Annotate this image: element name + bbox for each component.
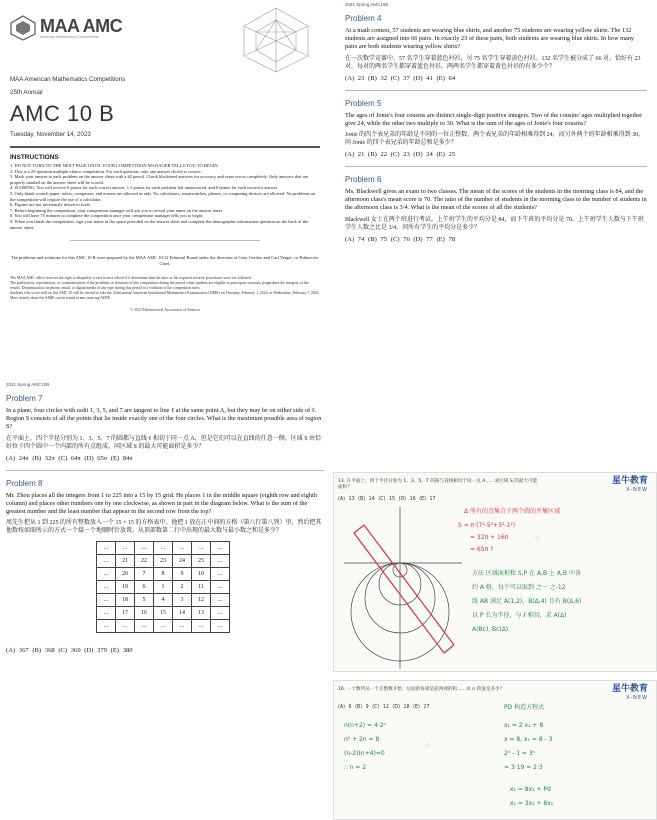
- grid-cell: 3: [173, 594, 192, 607]
- solution-notes-panel: [333, 380, 657, 820]
- grid-row: [97, 555, 230, 568]
- divider: [70, 240, 260, 241]
- grid-cell: 23: [154, 555, 173, 568]
- grid-cell: 25: [192, 555, 211, 568]
- handwriting-line: 约 A 格，每个可以取到 之一 之-12: [472, 584, 566, 591]
- watermark: ✕: [361, 571, 375, 586]
- divider: [6, 470, 324, 471]
- page-header: 2021 Spring AMC10B: [345, 2, 389, 7]
- problem-text-cn: 在平面上，四个半径分别为 1、3、5、7 的圆都与直线 ℓ 相切于同一点 A，但是它们可以在直线的任意一侧。区域 S 由恰好位于四个圆中一个内部的所有点组成。问区域 S 的最大可能面积是多少？: [6, 435, 322, 450]
- grid-cell: ...: [211, 555, 230, 568]
- grid-cell: 2: [173, 581, 192, 594]
- problem-block: [345, 99, 647, 158]
- circles-diagram: [334, 503, 464, 673]
- handwriting-line: A(Bc), Bc(Δ): [472, 626, 509, 633]
- maa-logo-icon: [10, 15, 36, 41]
- problem-text: In a plane, four circles with radii 1, 3, 5, and 7 are tangent to line ℓ at the same point A, but they may be on either side of ℓ. Region S consists of all the points that lie inside exactly one of the four circles. What is the maximum possible area of region S?: [6, 407, 322, 431]
- handwriting-line: 以 P 长为半径，与 ℓ 相切，求 A(Δ): [472, 612, 567, 619]
- annual-label: 25th Annual: [10, 89, 43, 96]
- grid-cell: 8: [154, 568, 173, 581]
- grid-row: [97, 607, 230, 620]
- grid-cell: 18: [116, 594, 135, 607]
- printed-question: 13. 在平面上，四个半径分别为 1、3、5、7 的圆与直线相切于同一点 A……求区域 S 的最大可能面积？: [338, 479, 538, 491]
- instruction-item: 2. This is a 25-question multiple-choice competition. For each question, only one answer choice is correct.: [10, 168, 202, 174]
- answer-options: (A) 74 (B) 75 (C) 76 (D) 77 (E) 78: [345, 235, 456, 243]
- grid-cell: 20: [116, 568, 135, 581]
- problem-title: Problem 7: [6, 394, 43, 403]
- grid-cell: ...: [97, 620, 116, 633]
- problem-block: [6, 394, 324, 462]
- handwriting-line: = 65π ?: [470, 546, 494, 553]
- problem-block: [345, 175, 647, 243]
- grid-cell: ...: [135, 542, 154, 555]
- problem-title: Problem 8: [6, 478, 43, 488]
- grid-cell: ...: [211, 607, 230, 620]
- problem-title: Problem 6: [345, 175, 382, 185]
- handwriting-line: S = π·(7²-5²+3²-1²): [458, 522, 516, 529]
- instruction-item: 9. When you finish the competition, sign your name in the space provided on the answer sheet and complete the demographic information question on the back of the answer sheet.: [10, 218, 309, 230]
- fine-print-item: Students who score well on this AMC 10 will be invited to take the 42nd annual American Invitational Mathematics Examination (AIME) on Thursday, February 1, 2024, or Wednesday, February 7, 2024. More details about the AIME can be found at amc.maa.org/AIME.: [10, 290, 320, 300]
- instruction-item: 5. Only blank scratch paper, rulers, compasses, and erasers are allowed as aids. No calculators, smartwatches, phones, or computing devices are allowed. No problems on the competition will require the use of a calculator.: [10, 190, 316, 202]
- contest-date: Tuesday, November 14, 2023: [10, 131, 91, 138]
- grid-cell: 7: [135, 568, 154, 581]
- problem-text-cn: Blackwell 女士在两个班进行考试。上午班学生的平均分是 84，而下午班的平均分是 70。上午班学生人数与下午班学生人数之比是 3/4。问所有学生的平均分是多少？: [345, 216, 644, 231]
- grid-row: [97, 581, 230, 594]
- problem-text-cn: Jonie 的四个表兄弟的年龄是不同的一位正整数。两个表兄弟的年龄相乘得到 24，而另外两个的年龄相乘得到 30。问 Jonie 的四个表兄弟的年龄总和是多少？: [345, 132, 645, 147]
- instructions-list: [10, 163, 320, 230]
- divider: [10, 146, 320, 148]
- handwriting-line: PD 构造方程式: [504, 704, 545, 711]
- grid-cell: ...: [97, 542, 116, 555]
- grid-cell: ...: [135, 620, 154, 633]
- grid-cell: 21: [116, 555, 135, 568]
- instruction-item: 8. You will have 75 minutes to complete the competition once your competition manager tells you to begin.: [10, 213, 204, 219]
- fine-print-item: The MAA AMC office reserves the right to disqualify scores from a school if it determines that the rules or the required security procedures were not followed.: [10, 276, 252, 281]
- grid-cell: 1: [154, 581, 173, 594]
- brand-name-en: X-NEW: [626, 487, 648, 493]
- problem-text: At a math contest, 57 students are wearing blue shirts, and another 75 students are wearing yellow shirts. The 132 students are assigned into 66 pairs. In exactly 23 of these pairs, both students are wearing blue shirts. In how many pairs are both students wearing yellow shirts?: [345, 27, 635, 51]
- problem-text: Ms. Blackwell gives an exam to two classes. The mean of the scores of the students in the morning class is 84, and the afternoon class's mean score is 70. The ratio of the number of students in the morning class to the number of students in the afternoon class is 3/4. What is the mean of the scores of all the students?: [345, 188, 647, 212]
- watermark: ✕: [421, 739, 435, 754]
- problems-7-8-page: [0, 380, 330, 820]
- handwriting-line: x₁ = 8x₁ + Pd: [510, 786, 551, 793]
- answer-options: (A) 23 (B) 32 (C) 37 (D) 41 (E) 64: [345, 74, 456, 82]
- grid-cell: 4: [154, 594, 173, 607]
- grid-cell: ...: [192, 542, 211, 555]
- grid-cell: ...: [116, 542, 135, 555]
- fine-print: [10, 276, 320, 300]
- handwriting-line: x₂ = 3x₁ + 8x₁: [510, 800, 554, 807]
- grid-cell: ...: [211, 568, 230, 581]
- instruction-item: 4. SCORING: You will receive 6 points for each correct answer, 1.5 points for each problem left unanswered, and 0 points for each incorrect answer.: [10, 185, 278, 191]
- brand-logo: [612, 685, 648, 703]
- grid-cell: 6: [135, 581, 154, 594]
- contest-title: AMC 10 B: [10, 101, 115, 126]
- solution-note: [333, 680, 657, 820]
- grid-cell: 16: [135, 607, 154, 620]
- problems-4-6-page: [333, 0, 657, 378]
- answer-options: (A) 24π (B) 32π (C) 64π (D) 65π (E) 84π: [6, 454, 133, 462]
- grid-cell: 22: [135, 555, 154, 568]
- handwriting-line: ∴ n = 2: [344, 764, 367, 771]
- watermark: ✕: [531, 531, 545, 546]
- grid-cell: 11: [192, 581, 211, 594]
- handwriting-line: (n-2)(n+4)=0: [344, 750, 385, 757]
- handwriting-line: n² + 2n = 8: [344, 736, 380, 743]
- grid-cell: 15: [154, 607, 173, 620]
- instruction-item: 1. DO NOT TURN TO THE NEXT PAGE UNTIL YOUR COMPETITION MANAGER TELLS YOU TO BEGIN.: [10, 163, 219, 168]
- grid-cell: 24: [173, 555, 192, 568]
- problem-text: The ages of Jonie's four cousins are distinct single-digit positive integers. Two of the cousins' ages multiplied together give 24, while the other two multiply to 30. What is the sum of the ages of Jonie's four cousins?: [345, 111, 643, 127]
- handwriting-line: 2ⁿ - 1 = 3ⁿ: [504, 750, 536, 757]
- instruction-item: 3. Mark your answer to each problem on the answer sheet with a #2 pencil. Check blackened answers for accuracy and erase errors completely. Only answers that are properly marked on the answer sheet will be scored.: [10, 174, 309, 185]
- brand-name: 星牛教育: [611, 684, 648, 694]
- grid-row: [97, 568, 230, 581]
- grid-cell: ...: [154, 620, 173, 633]
- answer-options: (A) 367 (B) 368 (C) 369 (D) 379 (E) 380: [6, 647, 133, 655]
- problem-text-cn: 在一次数学竞赛中，57 名学生穿着蓝色衬衫，另 75 名学生穿着黄色衬衫。132 名学生被分成了 66 对。恰好有 23 对，每对的两名学生都穿着蓝色衬衫。两两名学生都穿着黄色衬衫的有多少个？: [345, 55, 641, 70]
- handwriting-line: Δ 所有的点集合于两个圆的并集区域: [464, 508, 561, 515]
- grid-cell: ...: [211, 620, 230, 633]
- copyright: © 2023 Mathematical Association of America: [130, 308, 200, 313]
- page-header: 2021 Spring AMC10B: [6, 382, 50, 387]
- grid-cell: 13: [192, 607, 211, 620]
- handwriting-line: 方法 区域面积和 S,P 在 A,B 上 A,B 中各: [472, 570, 581, 577]
- problem-block: [6, 479, 324, 655]
- grid-cell: ...: [211, 542, 230, 555]
- grid-row: [97, 542, 230, 555]
- divider: [345, 166, 647, 167]
- handwriting-line: x = 8, x₁ = 8 - 3: [504, 736, 553, 743]
- handwriting-line: 线 AB 满足 A(1,2)、B(Δ,4) 且有 B(Δ,6): [472, 598, 582, 605]
- instruction-item: 7. Before beginning the competition, your competition manager will ask you to record your name on the answer sheet.: [10, 207, 224, 213]
- grid-cell: ...: [97, 581, 116, 594]
- solution-note: [333, 472, 657, 672]
- problem-title: Problem 4: [345, 14, 382, 23]
- grid-cell: ...: [116, 620, 135, 633]
- logo-text: MAA AMC: [40, 16, 123, 36]
- problem-block: [345, 14, 647, 82]
- spiral-grid: [96, 541, 230, 633]
- printed-question: 16. 一个数列从一个正整数开始，后面的每项是前两项的和……求 n 的值是多少？: [338, 687, 505, 692]
- grid-cell: ...: [97, 594, 116, 607]
- instruction-item: 6. Figures are not necessarily drawn to scale.: [10, 202, 91, 208]
- logo-subtext: American Mathematics Competitions: [40, 35, 99, 39]
- geodesic-decoration-icon: [240, 6, 312, 74]
- grid-cell: 12: [192, 594, 211, 607]
- problem-title: Problem 5: [345, 98, 382, 108]
- grid-cell: 9: [173, 568, 192, 581]
- brand-logo: [612, 477, 648, 495]
- answer-options: (A) 6 (B) 9 (C) 12 (D) 18 (E) 27: [338, 705, 430, 710]
- handwriting-line: = 3·19 = 2·3: [504, 764, 543, 771]
- fine-print-item: The publication, reproduction, or communication of the problems or solutions of this competition during the period when students are eligible to participate seriously jeopardizes the integrity of the results. Dissemination via phone, email, or digital media of any type during this period is a violation of the competition rules.: [10, 281, 309, 290]
- grid-row: [97, 620, 230, 633]
- handwriting-line: = 32π + 16π: [470, 534, 509, 541]
- divider: [345, 90, 647, 91]
- instructions-title: INSTRUCTIONS: [10, 154, 59, 161]
- answer-options: (A) 13 (B) 14 (C) 15 (D) 16 (E) 17: [338, 497, 436, 502]
- grid-cell: 5: [135, 594, 154, 607]
- grid-cell: ...: [154, 542, 173, 555]
- grid-cell: ...: [173, 620, 192, 633]
- handwriting-line: x₁ = 2 x₁ + 8: [504, 722, 544, 729]
- brand-name: 星牛教育: [611, 476, 648, 486]
- grid-row: [97, 594, 230, 607]
- grid-cell: ...: [211, 594, 230, 607]
- answer-options: (A) 21 (B) 22 (C) 23 (D) 24 (E) 25: [345, 151, 456, 159]
- grid-cell: ...: [97, 607, 116, 620]
- grid-cell: 10: [192, 568, 211, 581]
- cover-page: [0, 0, 330, 378]
- handwriting-line: n(n+2) = 4·2ⁿ: [344, 722, 386, 729]
- competition-name: MAA American Mathematics Competitions: [10, 76, 126, 83]
- grid-cell: ...: [97, 555, 116, 568]
- grid-cell: ...: [97, 568, 116, 581]
- grid-cell: ...: [211, 581, 230, 594]
- grid-cell: 14: [173, 607, 192, 620]
- problem-text: Mr. Zhou places all the integers from 1 to 225 into a 15 by 15 grid. He places 1 in the middle square (eighth row and eighth column) and places other numbers one by one clockwise, as shown in part in the diagram below. What is the sum of the greatest number and the least number that appear in the second row from the top?: [6, 491, 317, 516]
- brand-name-en: X-NEW: [626, 695, 648, 701]
- prepared-by: The problems and solutions for this AMC 10 B were prepared by the MAA AMC 10/12 Editorial Board under the direction of Gary Gordon and Carl Yerger, co-Editors-in-Chief.: [10, 255, 320, 266]
- grid-cell: ...: [192, 620, 211, 633]
- grid-cell: 17: [116, 607, 135, 620]
- grid-cell: ...: [173, 542, 192, 555]
- problem-text-cn: 周先生把从 1 到 225 的所有整数放入一个 15 × 15 的方格表中。他把 1 放在正中间的方格（第八行第八列）里，然后把其他数按如图所示的方式一个接一个地顺时针放置。从顶部数第二行中出现的最大数与最小数之和是多少？: [6, 520, 322, 535]
- grid-cell: 19: [116, 581, 135, 594]
